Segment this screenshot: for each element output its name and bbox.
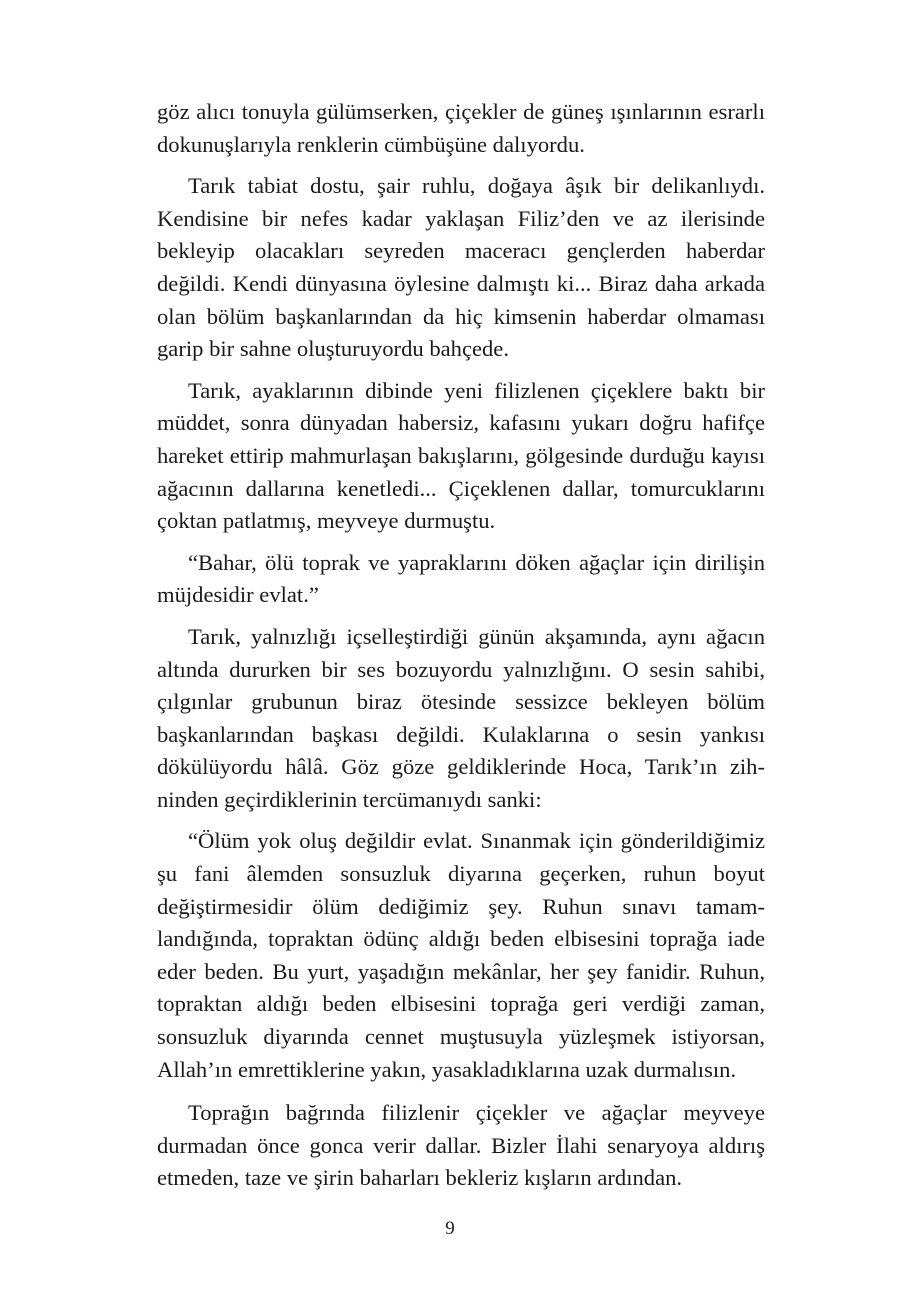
paragraph: Tarık, yalnızlığı içselleştirdiği günün akşamında, aynı ağacın altında dururken bir ses bozuyordu yalnızlığını. O sesin sahibi, çılgınlar grubunun biraz ötesinde sessizce bekleyen bölüm başkanlarından başkası değildi. Kulaklarına o sesin yankısı dökülüyordu hâlâ. Göz göze geldiklerinde Hoca, Tarık’ın zihninden geçirdiklerinin tercümanıydı sanki: — [157, 623, 765, 812]
page-number: 9 — [445, 1218, 455, 1239]
paragraph: göz alıcı tonuyla gülümserken, çiçekler de güneş ışınlarının esrarlı dokunuşlarıyla renklerin cümbüşüne dalıyordu. — [157, 99, 765, 157]
paragraph: Tarık, ayaklarının dibinde yeni filizlenen çiçeklere baktı bir müddet, sonra dünyadan habersiz, kafasını yukarı doğru hafifçe hareket ettirip mahmurlaşan bakışlarını, gölgesinde durduğu kayısı ağacının dallarına kenetledi... Çiçeklenen dallar, tomurcuklarını çoktan patlatmış, meyveye durmuştu. — [157, 377, 765, 534]
paragraph: “Ölüm yok oluş değildir evlat. Sınanmak için gönderildiğimiz şu fani âlemden sonsuzluk diyarına geçerken, ruhun boyut değiştirmesidir ölüm dediğimiz şey. Ruhun sınavı tamamlandığında, topraktan ödünç aldığı beden elbisesini toprağa iade eder beden. Bu yurt, yaşadığın mekânlar, her şey fanidir. Ruhun, topraktan aldığı beden elbisesini toprağa geri verdiği zaman, sonsuzluk diyarında cennet muştusuyla yüzleşmek istiyorsan, Allah’ın emrettiklerine yakın, yasakladıklarına uzak durmalısın. — [157, 828, 765, 1082]
paragraph: Toprağın bağrında filizlenir çiçekler ve ağaçlar meyveye durmadan önce gonca verir dallar. Bizler İlahi senaryoya aldırış etmeden, taze ve şirin baharları bekleriz kışların ardından. — [157, 1100, 765, 1191]
body-text — [157, 96, 765, 1204]
paragraph: “Bahar, ölü toprak ve yapraklarını döken ağaçlar için dirilişin müjdesidir evlat.” — [157, 549, 765, 608]
paragraph: Tarık tabiat dostu, şair ruhlu, doğaya âşık bir delikanlıydı. Kendisine bir nefes kadar yaklaşan Filiz’den ve az ilerisinde bekleyip olacakları seyreden maceracı gençlerden haberdar değildi. Kendi dünyasına öylesine dalmıştı ki... Biraz daha arkada olan bölüm başkanlarından da hiç kimsenin haberdar olmaması garip bir sahne oluşturuyordu bahçede. — [157, 173, 765, 362]
